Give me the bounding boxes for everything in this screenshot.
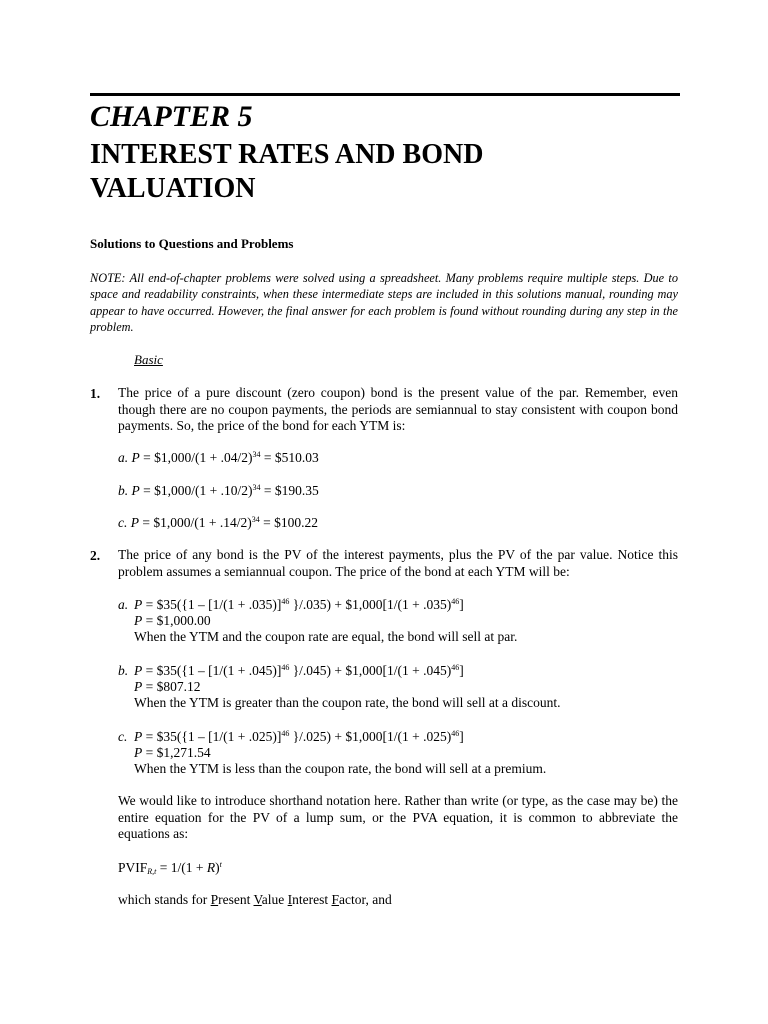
stands-for-resent: resent xyxy=(218,892,254,907)
chapter-label: CHAPTER 5 xyxy=(90,100,253,133)
problem-2a-comment: When the YTM and the coupon rate are equal, the bond will sell at par. xyxy=(134,629,518,644)
problem-2c-eq3: ] xyxy=(459,729,464,744)
stands-for-v: V xyxy=(253,892,262,907)
problem-2c-comment: When the YTM is less than the coupon rate, the bond will sell at a premium. xyxy=(134,761,547,776)
problem-2c-label xyxy=(118,729,127,746)
pvif-subscript: R,t xyxy=(147,867,157,876)
problem-2a-exp1: 46 xyxy=(281,597,290,606)
problem-2b-price: = $807.12 xyxy=(142,679,201,694)
pvif-exp: t xyxy=(219,860,222,869)
problem-2c-var: P xyxy=(134,729,143,744)
problem-1a-label: a. xyxy=(118,450,129,465)
problem-2a-exp2: 46 xyxy=(451,597,460,606)
problem-2b-letter: b. xyxy=(118,663,129,678)
pvif-close: ) xyxy=(215,860,220,875)
problem-1c-equation xyxy=(118,515,318,532)
problem-2a-eq2: }/.035) + $1,000[1/(1 + .035) xyxy=(289,597,452,612)
problem-2a-eq1: = $35({1 – [1/(1 + .035)] xyxy=(142,597,282,612)
problem-1-text: The price of a pure discount (zero coupon) bond is the present value of the par. Remember, even though there are no coupon payments, the periods are semiannual to stay consistent with coupon bond payments. So, the price of the bond for each YTM is: xyxy=(118,385,678,433)
problem-2a-label xyxy=(118,597,128,614)
pvif-r: R xyxy=(206,860,216,875)
problem-2b-exp2: 46 xyxy=(451,663,460,672)
section-label-basic: Basic xyxy=(134,352,163,367)
section-subtitle: Solutions to Questions and Problems xyxy=(90,236,294,251)
problem-2b-eq3: ] xyxy=(459,663,464,678)
problem-1a-result: = $510.03 xyxy=(260,450,319,465)
problem-1a-var: P xyxy=(131,450,140,465)
stands-for-i: I xyxy=(287,892,293,907)
stands-for-prefix: which stands for xyxy=(118,892,211,907)
problem-2b-var: P xyxy=(134,663,143,678)
problem-2a-var: P xyxy=(134,597,143,612)
problem-1c-label: c. xyxy=(118,515,128,530)
problem-2c-eq2: }/.025) + $1,000[1/(1 + .025) xyxy=(289,729,452,744)
stands-for-f: F xyxy=(331,892,340,907)
problem-2a-letter: a. xyxy=(118,597,129,612)
problem-2c-exp2: 46 xyxy=(451,729,460,738)
problem-1a-equation xyxy=(118,450,319,467)
stands-for-alue: alue xyxy=(261,892,288,907)
pvif-eq: = 1/(1 + xyxy=(156,860,207,875)
problem-2c-price-line xyxy=(134,745,211,762)
shorthand-paragraph: We would like to introduce shorthand notation here. Rather than write (or type, as the case may be) the entire equation for the PV of a lump sum, or the PVA equation, it is common to abbreviate the equations as: xyxy=(118,793,678,841)
problem-1c-var: P xyxy=(130,515,139,530)
problem-2b-comment: When the YTM is greater than the coupon rate, the bond will sell at a discount. xyxy=(134,695,561,710)
problem-2c-price-var: P xyxy=(134,745,143,760)
problem-2a-eq3: ] xyxy=(459,597,464,612)
chapter-title-line1: INTEREST RATES AND BOND xyxy=(90,139,484,170)
stands-for-p: P xyxy=(210,892,219,907)
problem-2b-price-var: P xyxy=(134,679,143,694)
problem-2a-equation xyxy=(134,597,464,614)
problem-2b-label xyxy=(118,663,128,680)
problem-2c-price: = $1,271.54 xyxy=(142,745,211,760)
problem-2c-exp1: 46 xyxy=(281,729,290,738)
pvif-name: PVIF xyxy=(118,860,148,875)
problem-2c-equation xyxy=(134,729,464,746)
problem-1c-result: = $100.22 xyxy=(259,515,318,530)
pvif-formula xyxy=(118,860,222,877)
problem-1b-label: b. xyxy=(118,483,129,498)
problem-1b-expr: = $1,000/(1 + .10/2) xyxy=(139,483,253,498)
problem-1a-expr: = $1,000/(1 + .04/2) xyxy=(139,450,253,465)
problem-2-number: 2. xyxy=(90,548,101,563)
problem-2a-price-var: P xyxy=(134,613,143,628)
note-paragraph: NOTE: All end-of-chapter problems were solved using a spreadsheet. Many problems require multiple steps. Due to space and readability constraints, when these intermediate steps are included in this solutions manual, rounding may appear to have occurred. However, the final answer for each problem is found without rounding during any step in the problem. xyxy=(90,271,678,335)
problem-2b-eq2: }/.045) + $1,000[1/(1 + .045) xyxy=(289,663,452,678)
problem-2c-letter: c. xyxy=(118,729,128,744)
problem-1b-equation xyxy=(118,483,319,500)
problem-1-number: 1. xyxy=(90,386,101,401)
problem-1b-var: P xyxy=(131,483,140,498)
header-rule xyxy=(90,93,680,96)
chapter-title xyxy=(90,138,650,206)
problem-1a-exp: 34 xyxy=(252,450,261,459)
problem-2a-price: = $1,000.00 xyxy=(142,613,211,628)
stands-for-actor: actor, and xyxy=(339,892,392,907)
problem-2a-price-line xyxy=(134,613,211,630)
problem-2b-exp1: 46 xyxy=(281,663,290,672)
problem-1b-result: = $190.35 xyxy=(260,483,319,498)
problem-1b-exp: 34 xyxy=(252,483,261,492)
stands-for-nterest: nterest xyxy=(292,892,332,907)
problem-2c-eq1: = $35({1 – [1/(1 + .025)] xyxy=(142,729,282,744)
problem-1c-exp: 34 xyxy=(251,515,260,524)
problem-2b-eq1: = $35({1 – [1/(1 + .045)] xyxy=(142,663,282,678)
stands-for-line xyxy=(118,892,392,909)
problem-1c-expr: = $1,000/(1 + .14/2) xyxy=(139,515,252,530)
problem-2-text: The price of any bond is the PV of the interest payments, plus the PV of the par value. Notice this problem assumes a semiannual coupon. The price of the bond at each YTM will be: xyxy=(118,547,678,579)
problem-2b-equation xyxy=(134,663,464,680)
chapter-title-line2: VALUATION xyxy=(90,173,256,204)
problem-2b-price-line xyxy=(134,679,201,696)
